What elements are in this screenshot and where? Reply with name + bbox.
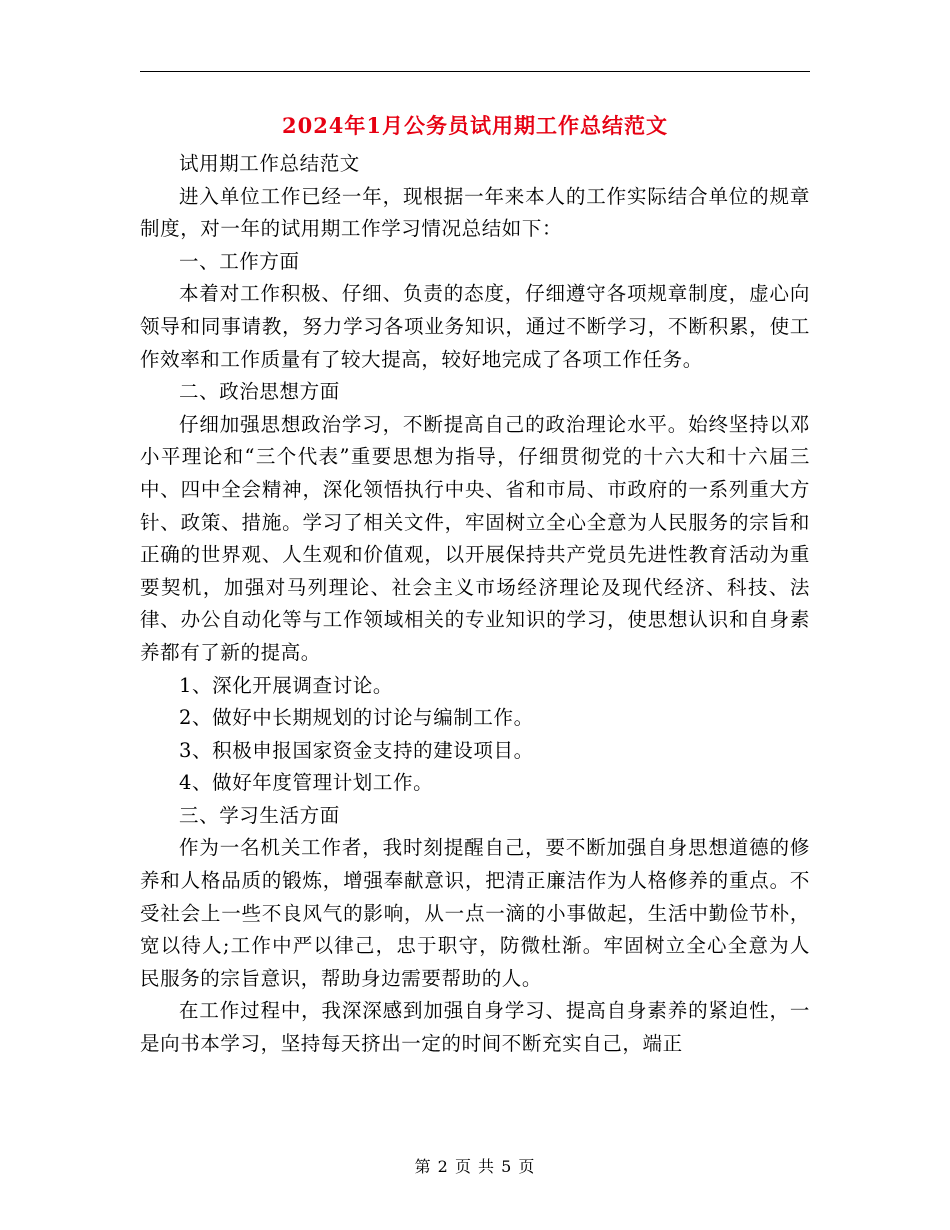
paragraph-intro: 进入单位工作已经一年，现根据一年来本人的工作实际结合单位的规章制度，对一年的试用期工作学习情况总结如下： [140, 184, 810, 241]
paragraph-work: 本着对工作积极、仔细、负责的态度，仔细遵守各项规章制度，虚心向领导和同事请教，努力学习各项业务知识，通过不断学习，不断积累，使工作效率和工作质量有了较大提高，较好地完成了各项工作任务。 [140, 282, 810, 371]
page-number: 第 2 页 共 5 页 [414, 1157, 536, 1176]
document-title: 2024年1月公务员试用期工作总结范文 [281, 113, 669, 138]
list-item-4: 4、做好年度管理计划工作。 [179, 771, 434, 795]
section-heading-political: 二、政治思想方面 [179, 380, 340, 404]
list-item-3: 3、积极申报国家资金支持的建设项目。 [179, 738, 534, 762]
paragraph-work-process: 在工作过程中，我深深感到加强自身学习、提高自身素养的紧迫性，一是向书本学习，坚持每天挤出一定的时间不断充实自己，端正 [140, 999, 810, 1056]
paragraph-political: 仔细加强思想政治学习，不断提高自己的政治理论水平。始终坚持以邓小平理论和“三个代表”重要思想为指导，仔细贯彻党的十六大和十六届三中、四中全会精神，深化领悟执行中央、省和市局、市政府的一系列重大方针、政策、措施。学习了相关文件，牢固树立全心全意为人民服务的宗旨和正确的世界观、人生观和价值观，以开展保持共产党员先进性教育活动为重要契机，加强对马列理论、社会主义市场经济理论及现代经济、科技、法律、办公自动化等与工作领域相关的专业知识的学习，使思想认识和自身素养都有了新的提高。 [140, 412, 810, 664]
list-item-2: 2、做好中长期规划的讨论与编制工作。 [179, 706, 534, 730]
header-rule [140, 71, 810, 72]
paragraph-study-life: 作为一名机关工作者，我时刻提醒自己，要不断加强自身思想道德的修养和人格品质的锻炼，增强奉献意识，把清正廉洁作为人格修养的重点。不受社会上一些不良风气的影响，从一点一滴的小事做起，生活中勤俭节朴，宽以待人;工作中严以律己，忠于职守，防微杜渐。牢固树立全心全意为人民服务的宗旨意识，帮助身边需要帮助的人。 [140, 836, 810, 990]
section-heading-study-life: 三、学习生活方面 [179, 803, 340, 827]
document-body [140, 148, 810, 1061]
paragraph-subtitle: 试用期工作总结范文 [179, 152, 360, 175]
section-heading-work: 一、工作方面 [179, 249, 300, 273]
list-item-1: 1、深化开展调查讨论。 [179, 673, 394, 697]
